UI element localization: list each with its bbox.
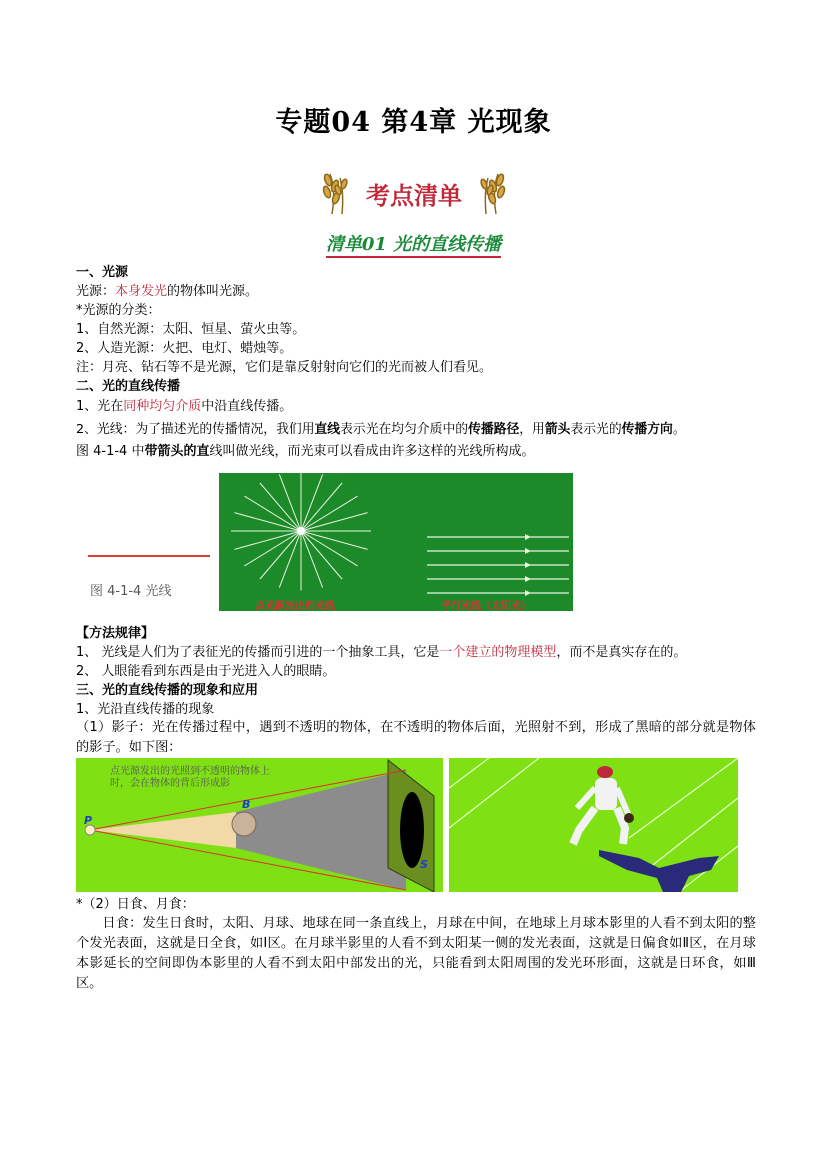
point-ray (301, 496, 358, 531)
banner (318, 170, 510, 216)
shadow-diagram (76, 758, 443, 892)
figref-a: 图 4-1-4 中 (76, 444, 145, 459)
point-ray (301, 531, 342, 579)
ray-f: 箭头 (544, 422, 571, 437)
heading-applications: 三、光的直线传播的现象和应用 (76, 683, 259, 698)
point-ray (301, 531, 358, 566)
label-S: S (420, 858, 428, 871)
banner-text: 考点清单 (366, 181, 462, 210)
figure-caption: 图 4-1-4 光线 (90, 584, 172, 599)
player-legs (573, 808, 625, 844)
ray-i: 。 (672, 422, 686, 437)
parallel-rays (427, 537, 569, 593)
light-source-definition (76, 282, 756, 301)
ray-h: 传播方向 (621, 422, 673, 437)
rays-figure (219, 473, 573, 611)
ray-definition (76, 420, 756, 439)
point-ray (301, 513, 368, 531)
ray-b: 直线 (314, 422, 341, 437)
natural-source-item: 1、自然光源：太阳、恒星、萤火虫等。 (76, 322, 306, 337)
section-title-text: 清单01 光的直线传播 (326, 234, 501, 258)
player-body (595, 778, 617, 810)
shadow-diagram-note: 点光源发出的光照到不透明的物体上时，会在物体的背后形成影 (110, 766, 270, 789)
player-shadow (599, 850, 719, 892)
ray-c: 表示光在均匀介质中的 (340, 422, 469, 437)
ray-a: 2、光线：为了描述光的传播情况，我们用 (76, 422, 315, 437)
point-ray (260, 483, 301, 531)
point-source (297, 527, 305, 535)
rule-highlight: 同种均匀介质 (123, 399, 202, 414)
classification-title: *光源的分类： (76, 303, 161, 318)
point-ray (279, 531, 301, 588)
ray-d: 传播路径 (468, 422, 520, 437)
method-item-1 (76, 643, 756, 662)
point-ray (279, 474, 301, 531)
player-shadow-photo (449, 758, 738, 892)
point-ray (244, 531, 301, 566)
shadow-paragraph: （1）影子：光在传播过程中，遇到不透明的物体，在不透明的物体后面，光照射不到，形成了黑暗的部分就是物体的影子。如下图： (76, 720, 756, 755)
artificial-source-item: 2、人造光源：火把、电灯、蜡烛等。 (76, 341, 293, 356)
ball-object (232, 812, 256, 836)
method-item-2: 2、 人眼能看到东西是由于光进入人的眼睛。 (76, 664, 336, 679)
point-ray (301, 531, 368, 549)
shadow-spot (400, 792, 424, 868)
right-figure-label: 平行光线（太阳光） (441, 601, 531, 612)
figref-c: 线叫做光线，而光束可以看成由许多这样的光线所构成。 (209, 444, 535, 459)
rule-suffix: 中沿直线传播。 (201, 399, 293, 414)
player-cap (597, 766, 613, 778)
point-ray (234, 531, 301, 549)
figure-reference (76, 442, 756, 461)
phenomena-subheading: 1、光沿直线传播的现象 (76, 702, 215, 717)
light-cone (90, 812, 236, 848)
method-heading: 【方法规律】 (76, 626, 155, 641)
point-ray (301, 483, 342, 531)
heading-straight-line: 二、光的直线传播 (76, 379, 181, 394)
eclipse-paragraph: 日食：发生日食时，太阳、月球、地球在同一条直线上，月球在中间，在地球上月球本影里的人看不到太阳的整个发光表面，这就是日全食，如Ⅰ区。在月球半影里的人看不到太阳某一侧的发光表面，这就是日偏食如Ⅱ区，在月球本影延长的空间即伪本影里的人看不到太阳中部发出的光，只能看到太阳周围的发光环形面，这就是日环食，如Ⅲ区。 (76, 916, 756, 991)
parallel-ray-arrows (525, 534, 531, 596)
player-shadow-illustration (449, 758, 738, 892)
rays-diagram (219, 473, 573, 611)
single-ray-line (88, 555, 210, 557)
figref-b: 带箭头的直 (144, 444, 210, 459)
eclipse-heading: *（2）日食、月食： (76, 897, 195, 912)
label-B: B (242, 798, 251, 811)
glove (624, 813, 634, 823)
ray-e: ，用 (519, 422, 545, 437)
point-ray (234, 513, 301, 531)
point-ray (260, 531, 301, 579)
method-highlight: 一个建立的物理模型 (439, 645, 557, 660)
point-ray (244, 496, 301, 531)
note-line: 注：月亮、钻石等不是光源，它们是靠反射射向它们的光而被人们看见。 (76, 360, 493, 375)
page-title: 专题04 第4章 光现象 (275, 107, 552, 138)
method-a: 1、 光线是人们为了表征光的传播而引进的一个抽象工具，它是 (76, 645, 440, 660)
heading-light-source: 一、光源 (76, 265, 129, 280)
point-ray (301, 474, 323, 531)
rule-prefix: 1、光在 (76, 399, 124, 414)
def-highlight: 本身发光 (115, 284, 168, 299)
ray-g: 表示光的 (570, 422, 622, 437)
straight-line-rule (76, 397, 756, 416)
section-title (0, 230, 827, 256)
method-b: ，而不是真实存在的。 (556, 645, 687, 660)
point-ray (301, 531, 323, 588)
def-prefix: 光源： (76, 284, 116, 299)
label-P: P (84, 814, 93, 827)
def-suffix: 的物体叫光源。 (167, 284, 259, 299)
left-figure-label: 点光源发出的光线 (255, 601, 335, 612)
